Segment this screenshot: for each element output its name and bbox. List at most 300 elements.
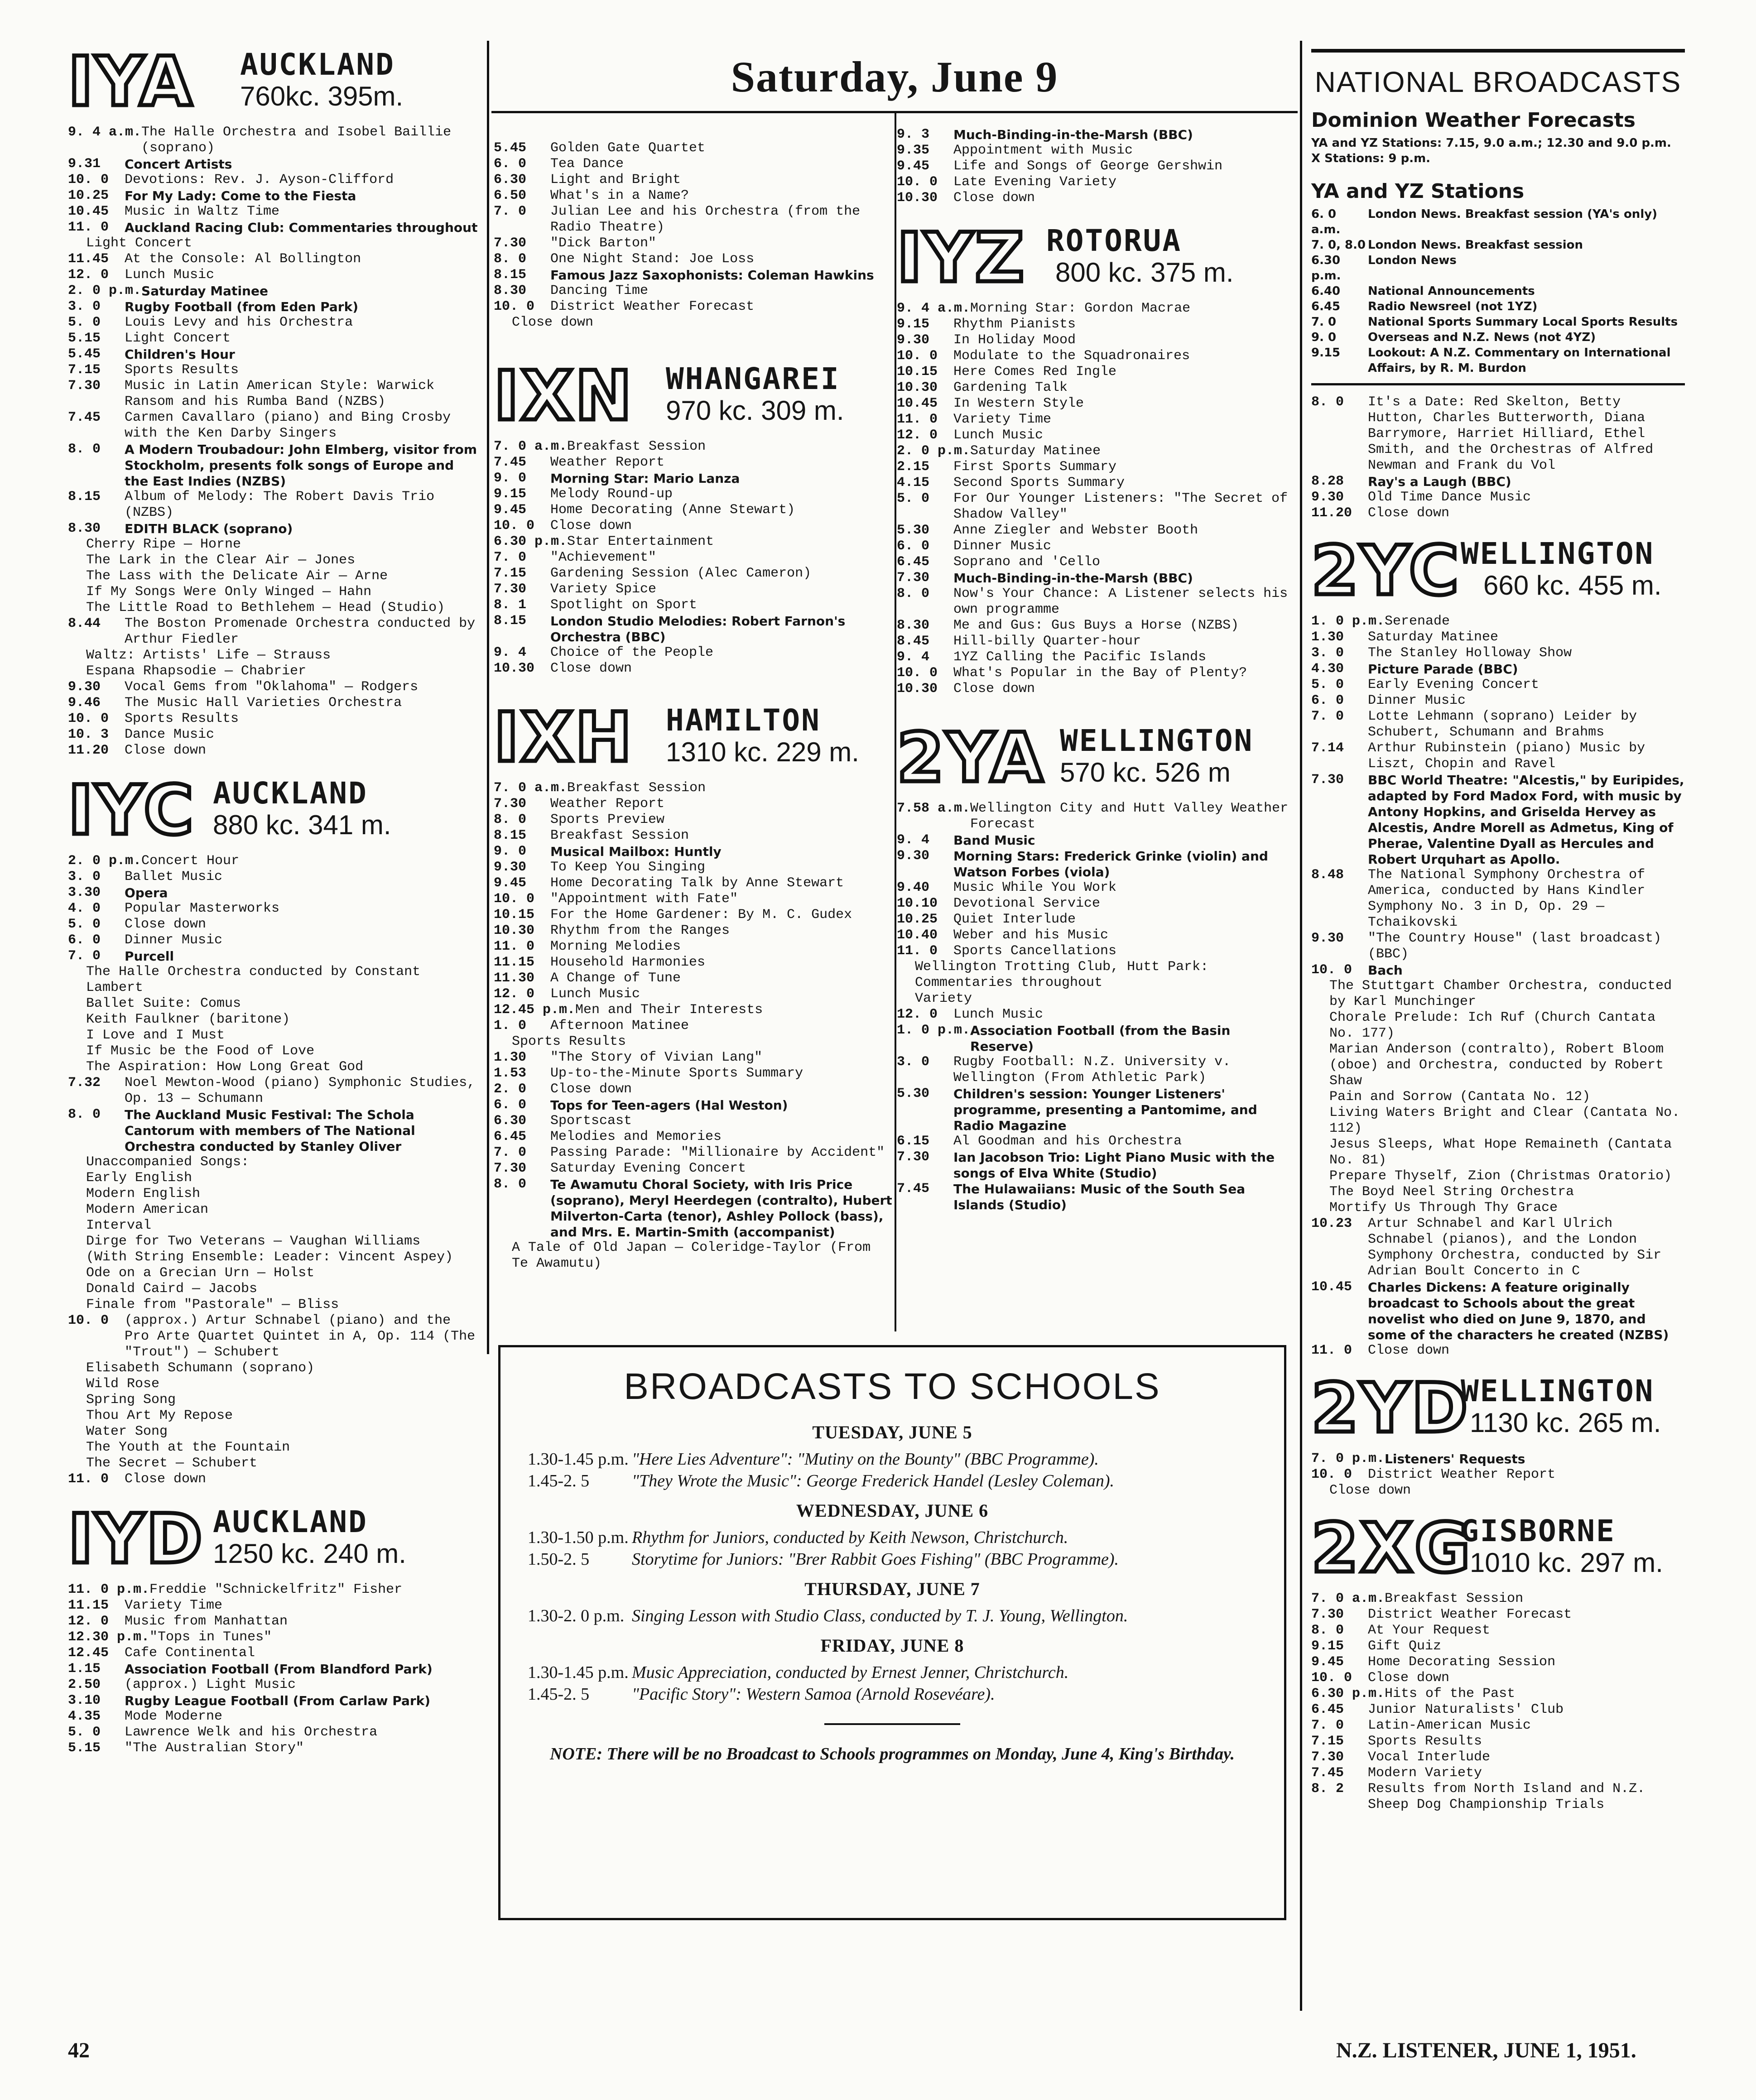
program-entry xyxy=(68,1249,478,1265)
program-entry xyxy=(68,1218,478,1234)
national-broadcasts-title: NATIONAL BROADCASTS xyxy=(1314,66,1682,98)
program-title: Hits of the Past xyxy=(1385,1686,1515,1701)
program-time: 2. 0 p.m. xyxy=(897,443,971,459)
program-title: The Little Road to Bethlehem — Head (Studio) xyxy=(86,600,445,615)
program-title: Up-to-the-Minute Sports Summary xyxy=(550,1066,803,1081)
program-time: 10.23 xyxy=(1311,1216,1352,1231)
program-title: Vocal Gems from "Oklahoma" — Rodgers xyxy=(125,679,419,695)
program-entry xyxy=(68,743,478,759)
program-entry xyxy=(494,188,892,204)
program-time: 9.15 xyxy=(897,317,930,332)
program-time: 6.45 xyxy=(1311,1702,1344,1717)
schools-item-time: 1.30-1.50 p.m. xyxy=(528,1528,629,1547)
national-item-title: London News. Breakfast session (YA's only) xyxy=(1368,207,1658,221)
program-entry xyxy=(68,251,478,267)
program-entry xyxy=(1311,1200,1685,1216)
program-time: 9.31 xyxy=(68,156,101,172)
program-time: 7. 0 a.m. xyxy=(494,780,568,796)
program-title: The Boston Promenade Orchestra conducted by Arthur Fiedler xyxy=(125,616,476,647)
program-title: Mortify Us Through Thy Grace xyxy=(1329,1200,1558,1216)
program-title: London Studio Melodies: Robert Farnon's Orchestra (BBC) xyxy=(550,614,846,644)
program-time: 9.30 xyxy=(68,679,101,695)
program-title: The Halle Orchestra and Isobel Baillie (soprano) xyxy=(141,125,452,156)
program-time: 1. 0 p.m. xyxy=(897,1023,971,1038)
program-time: 1. 0 xyxy=(494,1018,527,1033)
program-title: Music While You Work xyxy=(953,880,1117,895)
program-entry xyxy=(897,1149,1295,1181)
program-entry xyxy=(68,1012,478,1028)
national-items xyxy=(1311,207,1685,376)
program-entry xyxy=(1311,1686,1685,1702)
schedule-1yz xyxy=(897,301,1295,697)
program-title: Lotte Lehmann (soprano) Leider by Schubert, Schumann and Brahms xyxy=(1368,709,1637,740)
program-entry xyxy=(897,428,1295,443)
program-entry xyxy=(68,1265,478,1281)
program-time: 9. 0 xyxy=(494,471,527,486)
program-entry xyxy=(68,1725,478,1740)
program-entry xyxy=(494,518,892,534)
program-entry xyxy=(897,665,1295,681)
program-title: Variety Time xyxy=(953,412,1052,427)
program-entry xyxy=(1311,1168,1685,1184)
program-entry xyxy=(494,581,892,597)
program-time: 8.30 xyxy=(494,283,527,298)
station-callsign: 2YD xyxy=(1311,1369,1470,1448)
schools-item-title: Singing Lesson with Studio Class, conducted by T. J. Young, Wellington. xyxy=(632,1606,1128,1625)
program-entry xyxy=(1311,1010,1685,1042)
column-4 xyxy=(1311,41,1685,1813)
program-entry xyxy=(68,1424,478,1440)
program-entry xyxy=(897,380,1295,396)
schools-day-heading: THURSDAY, JUNE 7 xyxy=(804,1579,980,1599)
program-entry xyxy=(68,1629,478,1645)
program-entry xyxy=(494,812,892,828)
program-title: The Aspiration: How Long Great God xyxy=(86,1059,364,1075)
broadcasts-to-schools-box xyxy=(498,1345,1286,1920)
program-time: 9.45 xyxy=(897,159,930,174)
program-time: 9.30 xyxy=(494,860,527,875)
station-frequency: 880 kc. 341 m. xyxy=(213,810,391,840)
program-time: 12.45 p.m. xyxy=(494,1002,576,1018)
national-item-title: Radio Newsreel (not 1YZ) xyxy=(1368,300,1538,313)
national-broadcasts-top-rule xyxy=(1311,49,1685,53)
program-time: 7. 0 xyxy=(494,1145,527,1160)
program-time: 9.30 xyxy=(1311,931,1344,946)
program-entry xyxy=(897,364,1295,380)
program-entry xyxy=(68,1709,478,1725)
station-frequency: 660 kc. 455 m. xyxy=(1483,570,1662,601)
program-time: 11.30 xyxy=(494,971,535,986)
column-rule-2 xyxy=(895,113,896,1331)
program-time: 7.30 xyxy=(68,378,101,394)
program-entry xyxy=(68,1107,478,1154)
program-title: Breakfast Session xyxy=(550,828,689,843)
date-rule xyxy=(491,111,1298,113)
weather-forecasts-line-1: YA and YZ Stations: 7.15, 9.0 a.m.; 12.30 and 9.0 p.m. xyxy=(1311,136,1671,150)
station-frequency: 970 kc. 309 m. xyxy=(666,395,844,426)
program-entry xyxy=(1311,505,1685,521)
program-time: 7. 0 a.m. xyxy=(1311,1591,1385,1606)
national-item xyxy=(1311,237,1685,253)
program-title: Modern English xyxy=(86,1186,201,1201)
program-entry xyxy=(897,1023,1295,1054)
program-entry xyxy=(897,475,1295,491)
program-title: Close down xyxy=(550,661,632,676)
program-title: Quiet Interlude xyxy=(953,912,1076,927)
program-entry xyxy=(1311,474,1685,490)
program-time: 3.30 xyxy=(68,885,101,900)
program-time: 11. 0 xyxy=(1311,1343,1352,1358)
program-title: Music in Latin American Style: Warwick Ransom and his Rumba Band (NZBS) xyxy=(125,378,435,409)
program-entry xyxy=(68,932,478,948)
program-entry xyxy=(68,346,478,362)
schools-item-time: 1.45-2. 5 xyxy=(528,1685,590,1704)
program-time: 8. 0 xyxy=(494,812,527,827)
program-title: Home Decorating Talk by Anne Stewart xyxy=(550,875,844,891)
program-title: Bach xyxy=(1368,963,1403,978)
program-title: Dancing Time xyxy=(550,283,649,298)
program-entry xyxy=(1311,1216,1685,1279)
schedule-2ya xyxy=(897,801,1295,1213)
program-time: 11. 0 xyxy=(494,939,535,954)
program-title: Light and Bright xyxy=(550,172,681,187)
program-time: 8.15 xyxy=(494,613,527,629)
program-time: 7.45 xyxy=(68,410,101,425)
program-title: Freddie "Schnickelfritz" Fisher xyxy=(149,1582,403,1597)
program-time: 8. 0 xyxy=(494,251,527,267)
program-entry xyxy=(68,1471,478,1487)
schools-days xyxy=(528,1422,1257,1705)
program-title: Espana Rhapsodie — Chabrier xyxy=(86,663,307,679)
schools-separator xyxy=(824,1723,960,1725)
program-entry xyxy=(1311,630,1685,645)
program-title: Old Time Dance Music xyxy=(1368,490,1531,505)
program-time: 9.40 xyxy=(897,880,930,895)
program-time: 7.45 xyxy=(897,1181,930,1197)
program-title: Music from Manhattan xyxy=(125,1614,288,1629)
program-title: Sports Results xyxy=(125,362,239,378)
program-time: 9. 0 xyxy=(494,844,527,859)
program-title: Artur Schnabel and Karl Ulrich Schnabel (pianos), and the London Symphony Orchestra, conducted by Sir Adrian Boult Concerto in C xyxy=(1368,1216,1662,1279)
program-title: For the Home Gardener: By M. C. Gudex xyxy=(550,907,852,923)
program-entry xyxy=(494,235,892,251)
program-title: At Your Request xyxy=(1368,1623,1491,1638)
program-title: The Boyd Neel String Orchestra xyxy=(1329,1184,1574,1200)
program-time: 10.45 xyxy=(1311,1279,1352,1295)
schools-item-time: 1.50-2. 5 xyxy=(528,1550,590,1569)
program-time: 8. 2 xyxy=(1311,1781,1344,1797)
program-title: Lunch Music xyxy=(125,267,215,283)
program-title: The Halle Orchestra conducted by Constant Lambert xyxy=(86,964,421,995)
program-time: 10. 0 xyxy=(68,1313,109,1328)
program-time: 9. 4 a.m. xyxy=(68,125,142,140)
program-time: 3. 0 xyxy=(1311,645,1344,661)
program-title: Wellington Trotting Club, Hutt Park: Commentaries throughout xyxy=(915,959,1209,990)
station-city: AUCKLAND xyxy=(213,1504,368,1539)
program-title: "Achievement" xyxy=(550,550,657,565)
program-time: 10. 0 xyxy=(68,711,109,726)
program-title: Much-Binding-in-the-Marsh (BBC) xyxy=(953,571,1193,586)
program-entry xyxy=(494,140,892,156)
program-time: 9.15 xyxy=(494,486,527,502)
program-entry xyxy=(68,853,478,869)
station-frequency: 760kc. 395m. xyxy=(240,81,404,111)
program-time: 10.30 xyxy=(494,661,535,676)
program-entry xyxy=(68,1645,478,1661)
program-time: 8. 0 xyxy=(68,442,101,457)
program-time: 6.30 xyxy=(494,172,527,187)
program-time: 7. 0 xyxy=(1311,1718,1344,1733)
program-title: Keith Faulkner (baritone) xyxy=(86,1012,290,1027)
program-title: Variety Time xyxy=(125,1598,223,1613)
program-time: 7.30 xyxy=(494,796,527,812)
program-title: 1YZ Calling the Pacific Islands xyxy=(953,649,1207,665)
program-title: Choice of the People xyxy=(550,645,714,660)
program-title: District Weather Report xyxy=(1368,1467,1556,1482)
program-entry xyxy=(494,1240,892,1272)
program-entry xyxy=(68,442,478,489)
schools-day-heading: TUESDAY, JUNE 5 xyxy=(812,1422,972,1442)
national-item-time: 6. 0 a.m. xyxy=(1311,207,1341,236)
program-title: Opera xyxy=(125,885,168,900)
program-time: 7.45 xyxy=(1311,1765,1344,1781)
program-title: It's a Date: Red Skelton, Betty Hutton, Charles Butterworth, Diana Barrymore, Harriet Hilliard, Ethel Smith, and the Orchestras of Alfred Newman and Frank du Vol xyxy=(1368,394,1654,473)
program-time: 5.30 xyxy=(897,523,930,538)
program-title: Rugby Football (from Eden Park) xyxy=(125,299,358,314)
program-title: Melodies and Memories xyxy=(550,1129,722,1144)
schools-item-title: Storytime for Juniors: "Brer Rabbit Goes Fishing" (BBC Programme). xyxy=(632,1550,1119,1569)
program-title: Gardening Talk xyxy=(953,380,1068,395)
program-title: Here Comes Red Ingle xyxy=(953,364,1117,380)
program-time: 10.30 xyxy=(494,923,535,938)
program-time: 8.28 xyxy=(1311,474,1344,489)
program-entry xyxy=(897,317,1295,332)
program-time: 5.15 xyxy=(68,331,101,346)
program-title: Spotlight on Sport xyxy=(550,597,698,613)
program-title: Junior Naturalists' Club xyxy=(1368,1702,1564,1717)
program-title: The Auckland Music Festival: The Schola Cantorum with members of The National Orchestra conducted by Stanley Oliver xyxy=(125,1107,415,1154)
program-entry xyxy=(494,251,892,267)
program-entry xyxy=(897,912,1295,927)
national-item-time: 6.30 p.m. xyxy=(1311,254,1341,283)
program-title: Dinner Music xyxy=(125,932,223,948)
schools-title: BROADCASTS TO SCHOOLS xyxy=(624,1366,1161,1407)
program-entry xyxy=(897,1086,1295,1134)
program-time: 6.45 xyxy=(897,554,930,570)
program-entry xyxy=(68,1408,478,1424)
program-time: 7. 0 xyxy=(494,550,527,565)
weather-forecasts-line-2: X Stations: 9 p.m. xyxy=(1311,152,1431,165)
station-callsign: 2XG xyxy=(1311,1509,1472,1588)
program-title: (With String Ensemble: Leader: Vincent Aspey) xyxy=(86,1249,453,1265)
schools-item xyxy=(528,1470,1257,1492)
program-title: Breakfast Session xyxy=(567,439,706,454)
program-entry xyxy=(494,502,892,518)
program-time: 5. 0 xyxy=(68,1725,101,1740)
program-title: Morning Melodies xyxy=(550,939,681,954)
program-entry xyxy=(1311,1670,1685,1686)
program-title: Close down xyxy=(953,190,1035,206)
program-entry xyxy=(68,1186,478,1202)
program-title: Morning Star: Mario Lanza xyxy=(550,471,740,486)
station-frequency: 1310 kc. 229 m. xyxy=(666,737,859,767)
program-entry xyxy=(1311,1639,1685,1654)
program-entry xyxy=(494,939,892,955)
program-time: 6.30 p.m. xyxy=(494,534,568,549)
program-title: Close down xyxy=(125,1471,207,1487)
program-title: What's in a Name? xyxy=(550,188,689,203)
program-entry xyxy=(68,1202,478,1218)
program-title: BBC World Theatre: "Alcestis," by Euripides, adapted by Ford Madox Ford, with music by Antony Hopkins, and Griselda Hervey as Alcestis, Andre Morell as Admetus, King of Pherae, Valentine Dyall as Hercules and Robert Urquhart as Apollo. xyxy=(1368,773,1684,867)
program-title: Jesus Sleeps, What Hope Remaineth (Cantata No. 81) xyxy=(1329,1137,1672,1168)
program-time: 10. 0 xyxy=(897,348,938,364)
program-time: 8.44 xyxy=(68,616,101,631)
program-time: 5. 0 xyxy=(897,491,930,506)
station-city: WHANGAREI xyxy=(666,361,840,396)
program-entry xyxy=(1311,931,1685,962)
program-title: Ode on a Grecian Urn — Holst xyxy=(86,1265,315,1281)
program-entry xyxy=(1311,1279,1685,1343)
program-title: The National Symphony Orchestra of America, conducted by Hans Kindler Symphony No. 3 in D, Op. 29 — Tchaikovski xyxy=(1368,867,1645,930)
national-item-title: National Sports Summary Local Sports Results xyxy=(1368,315,1678,329)
column-rule-3 xyxy=(1300,41,1302,2011)
program-entry xyxy=(1311,709,1685,740)
program-time: 9.30 xyxy=(897,332,930,348)
program-title: First Sports Summary xyxy=(953,459,1117,475)
program-entry xyxy=(68,948,478,964)
program-time: 11. 0 xyxy=(68,1471,109,1487)
program-time: 8.30 xyxy=(68,521,101,536)
program-title: (approx.) Artur Schnabel (piano) and the Pro Arte Quartet Quintet in A, Op. 114 (The "Trout") — Schubert xyxy=(125,1313,476,1360)
schedule-2xg xyxy=(1311,1591,1685,1813)
program-title: Latin-American Music xyxy=(1368,1718,1531,1733)
schedule-1xh xyxy=(494,780,892,1272)
national-item-time: 9. 0 xyxy=(1311,331,1337,344)
program-title: Afternoon Matinee xyxy=(550,1018,689,1033)
program-time: 10. 0 xyxy=(494,518,535,533)
program-title: Home Decorating Session xyxy=(1368,1654,1556,1670)
program-entry xyxy=(68,679,478,695)
program-title: The Music Hall Varieties Orchestra xyxy=(125,695,402,711)
program-time: 2.15 xyxy=(897,459,930,475)
program-entry xyxy=(68,1582,478,1598)
program-time: 1.30 xyxy=(1311,630,1344,645)
program-time: 6. 0 xyxy=(494,156,527,172)
program-time: 11. 0 p.m. xyxy=(68,1582,150,1597)
program-title: For My Lady: Come to the Fiesta xyxy=(125,188,356,203)
program-title: Close down xyxy=(1368,1343,1450,1358)
program-time: 11.45 xyxy=(68,251,109,267)
program-title: The Youth at the Fountain xyxy=(86,1440,290,1455)
schools-item xyxy=(528,1683,1257,1705)
program-time: 10.30 xyxy=(897,380,938,395)
station-frequency: 1130 kc. 265 m. xyxy=(1470,1408,1661,1438)
program-time: 11. 0 xyxy=(897,943,938,959)
station-city: WELLINGTON xyxy=(1060,723,1254,758)
program-title: Breakfast Session xyxy=(567,780,706,796)
program-title: Household Harmonies xyxy=(550,955,706,970)
program-title: Close down xyxy=(1329,1483,1411,1498)
program-entry xyxy=(68,1360,478,1376)
program-time: 7.15 xyxy=(68,362,101,378)
program-time: 10.45 xyxy=(897,396,938,411)
program-title: Me and Gus: Gus Buys a Horse (NZBS) xyxy=(953,618,1239,633)
station-header-2yd xyxy=(1311,1370,1685,1449)
program-title: Children's Hour xyxy=(125,347,235,362)
program-time: 9. 4 xyxy=(897,649,930,665)
program-title: Hill-billy Quarter-hour xyxy=(953,634,1141,649)
program-entry xyxy=(1311,1467,1685,1483)
program-time: 10. 0 xyxy=(68,172,109,187)
program-time: 9.46 xyxy=(68,695,101,711)
program-time: 7. 0 a.m. xyxy=(494,439,568,454)
program-entry xyxy=(68,1170,478,1186)
schools-item-title: Music Appreciation, conducted by Ernest Jenner, Christchurch. xyxy=(632,1663,1069,1682)
program-title: A Change of Tune xyxy=(550,971,681,986)
schedule-2yc xyxy=(1311,614,1685,1359)
program-entry xyxy=(68,1456,478,1471)
program-title: Saturday Matinee xyxy=(970,443,1101,459)
schools-item xyxy=(528,1662,1257,1683)
program-title: Mode Moderne xyxy=(125,1709,223,1724)
national-item xyxy=(1311,253,1685,284)
program-entry xyxy=(68,1028,478,1043)
program-time: 8. 0 xyxy=(1311,394,1344,410)
station-callsign: IYZ xyxy=(897,219,1026,298)
station-header-1ya xyxy=(68,43,478,123)
national-item-title: Overseas and N.Z. News (not 4YZ) xyxy=(1368,331,1596,344)
program-title: Association Football (From Blandford Park) xyxy=(125,1662,433,1677)
program-entry xyxy=(494,796,892,812)
program-title: Band Music xyxy=(953,833,1035,848)
program-time: 10. 0 xyxy=(1311,1670,1352,1686)
program-entry xyxy=(68,901,478,917)
program-time: 8.45 xyxy=(897,634,930,649)
program-title: Al Goodman and his Orchestra xyxy=(953,1134,1182,1149)
program-title: Close down xyxy=(125,917,207,932)
program-time: 7.30 xyxy=(494,581,527,597)
program-title: Appointment with Music xyxy=(953,143,1133,158)
program-title: Weather Report xyxy=(550,455,665,470)
program-title: Rugby Football: N.Z. University v. Wellington (From Athletic Park) xyxy=(953,1054,1231,1086)
program-title: Close down xyxy=(550,518,632,533)
national-broadcasts-bottom-rule xyxy=(1311,383,1685,385)
program-time: 7.30 xyxy=(494,1161,527,1176)
program-entry xyxy=(1311,1105,1685,1137)
program-title: Variety Spice xyxy=(550,581,657,597)
program-entry xyxy=(897,927,1295,943)
station-city: WELLINGTON xyxy=(1461,536,1655,571)
program-title: Rhythm Pianists xyxy=(953,317,1076,332)
column-2 xyxy=(494,140,892,1272)
program-time: 9. 4 a.m. xyxy=(897,301,971,316)
program-entry xyxy=(1311,1607,1685,1623)
program-entry xyxy=(897,348,1295,364)
program-time: 8.15 xyxy=(494,267,527,283)
program-title: One Night Stand: Joe Loss xyxy=(550,251,755,267)
station-callsign: IYC xyxy=(68,771,196,850)
program-time: 8.15 xyxy=(494,828,527,843)
program-title: Sports Results xyxy=(125,711,239,726)
program-entry xyxy=(68,1059,478,1075)
program-time: 10. 0 xyxy=(897,174,938,190)
program-title: Morning Stars: Frederick Grinke (violin) and Watson Forbes (viola) xyxy=(953,849,1268,879)
program-entry xyxy=(494,1145,892,1161)
program-entry xyxy=(68,204,478,220)
program-title: Late Evening Variety xyxy=(953,174,1117,190)
program-entry xyxy=(897,959,1295,991)
program-time: 6.30 p.m. xyxy=(1311,1686,1385,1701)
